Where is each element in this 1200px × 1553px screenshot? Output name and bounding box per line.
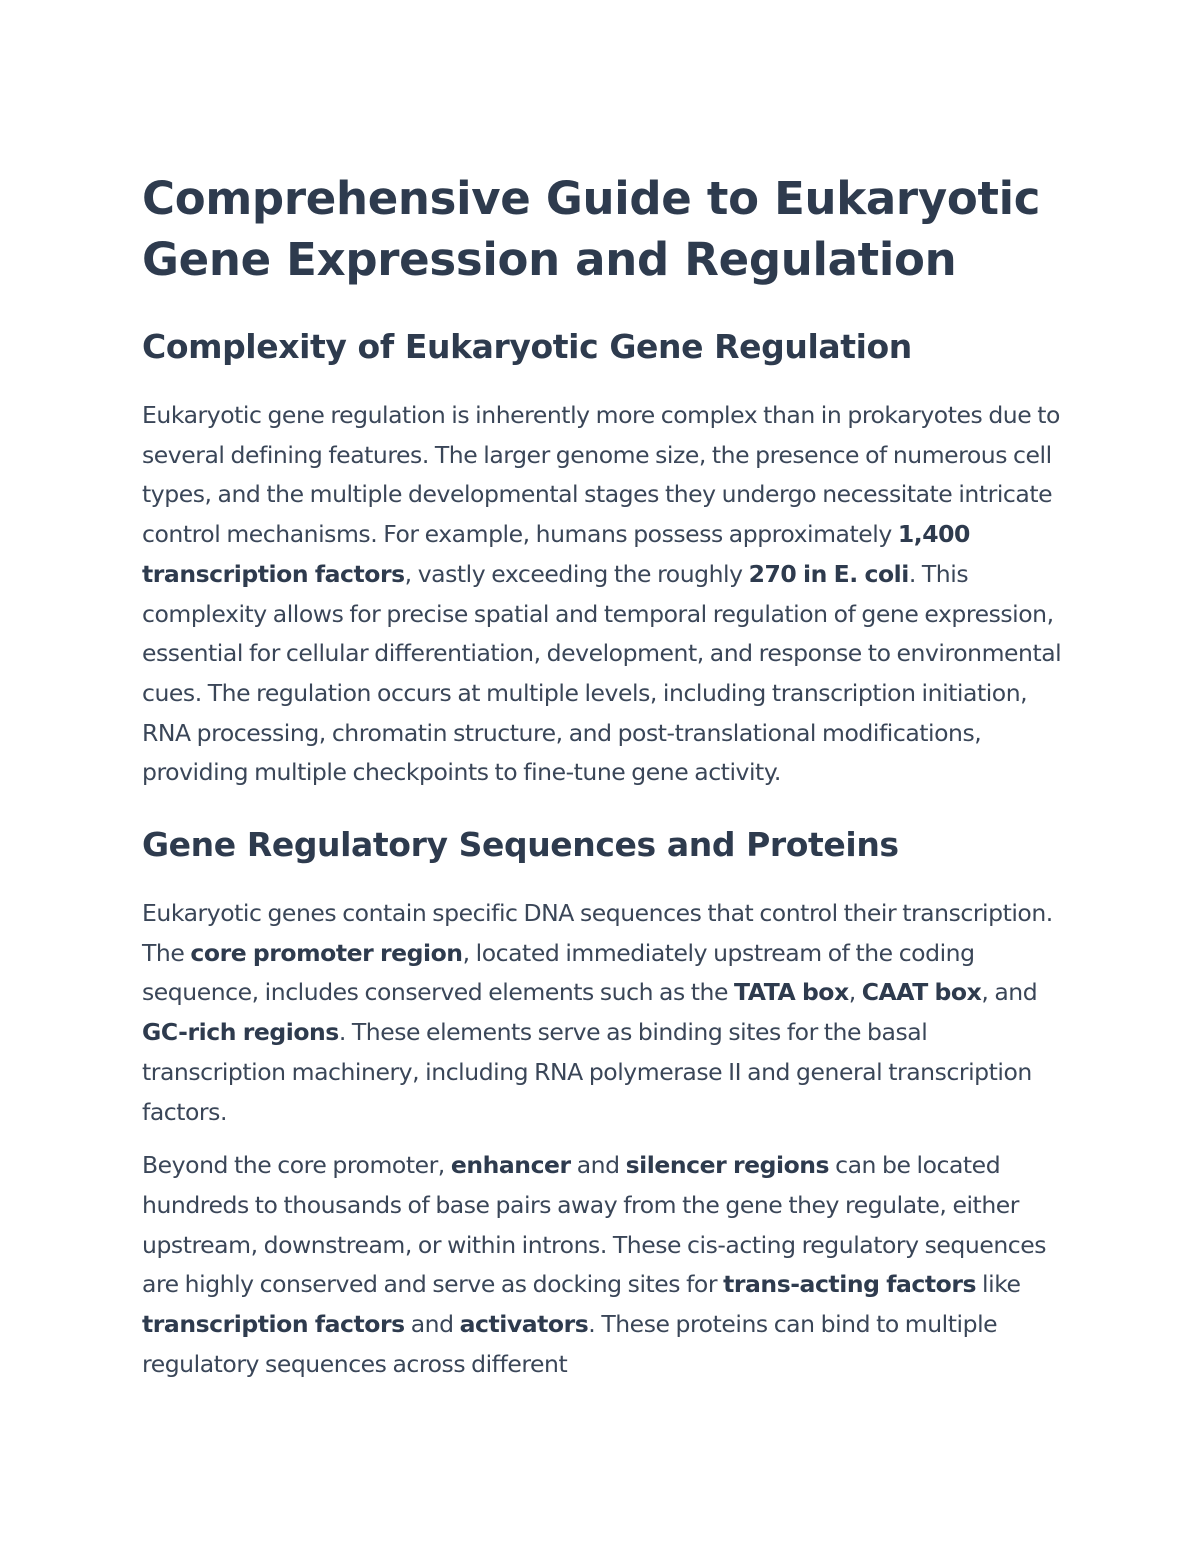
text-run: Beyond the core promoter, [142,1151,451,1180]
bold-term-trans-acting: trans-acting factors [723,1270,977,1299]
text-run: like [976,1270,1021,1299]
text-run: , [848,978,862,1007]
bold-term-transcription-factors: transcription factors [142,1310,405,1339]
bold-term-enhancer: enhancer [450,1151,571,1180]
text-run: Eukaryotic gene regulation is inherently more complex than in prokaryotes due to several defining features. The larger genome size, the presence of numerous cell types, and the multiple developmental stages they undergo necessitate intricate control mechanisms. For example, humans possess approximately [142,401,1060,549]
paragraph-core-promoter [142,894,1072,1132]
bold-term-core-promoter: core promoter region [190,938,463,967]
text-run: can be located hundreds to thousands of base pairs away from the gene they regulate, either upstream, downstream, or within introns. These cis-acting regulatory sequences are highly conserved and serve as docking sites for [142,1151,1047,1299]
paragraph-enhancers [142,1146,1072,1384]
text-run: . This complexity allows for precise spatial and temporal regulation of gene expression, essential for cellular differentiation, development, and response to environmental cues. The regulation occurs at multiple levels, including transcription initiation, RNA processing, chromatin structure, and post-translational modifications, providing multiple checkpoints to fine-tune gene activity. [142,559,1062,787]
text-run: Eukaryotic genes contain specific DNA sequences that control their transcription. The [142,899,1053,967]
bold-term-silencer: silencer regions [625,1151,830,1180]
bold-term-caat-box: CAAT box [861,978,982,1007]
bold-term-gc-rich: GC-rich regions [142,1018,339,1047]
document-title: Comprehensive Guide to Eukaryotic Gene Expression and Regulation [142,172,1041,286]
bold-term-activators: activators [459,1310,589,1339]
document-page [142,168,1072,1384]
text-run: . These elements serve as binding sites for the basal transcription machinery, including RNA polymerase II and general transcription factors. [142,1018,1032,1126]
text-run: , and [981,978,1038,1007]
section-heading-regulatory: Gene Regulatory Sequences and Proteins [142,825,899,865]
text-run: and [570,1151,626,1180]
text-run: and [404,1310,460,1339]
text-run: . These proteins can bind to multiple regulatory sequences across different [142,1310,998,1378]
bold-term-tata-box: TATA box [734,978,849,1007]
bold-term-transcription-factor-count: 1,400 transcription factors [142,520,970,588]
paragraph-complexity [142,396,1072,793]
text-run: , vastly exceeding the roughly [404,559,749,588]
section-heading-complexity: Complexity of Eukaryotic Gene Regulation [142,327,912,366]
bold-term-ecoli-count: 270 in E. coli [748,559,909,588]
text-run: , located immediately upstream of the coding sequence, includes conserved elements such as the [142,938,975,1007]
